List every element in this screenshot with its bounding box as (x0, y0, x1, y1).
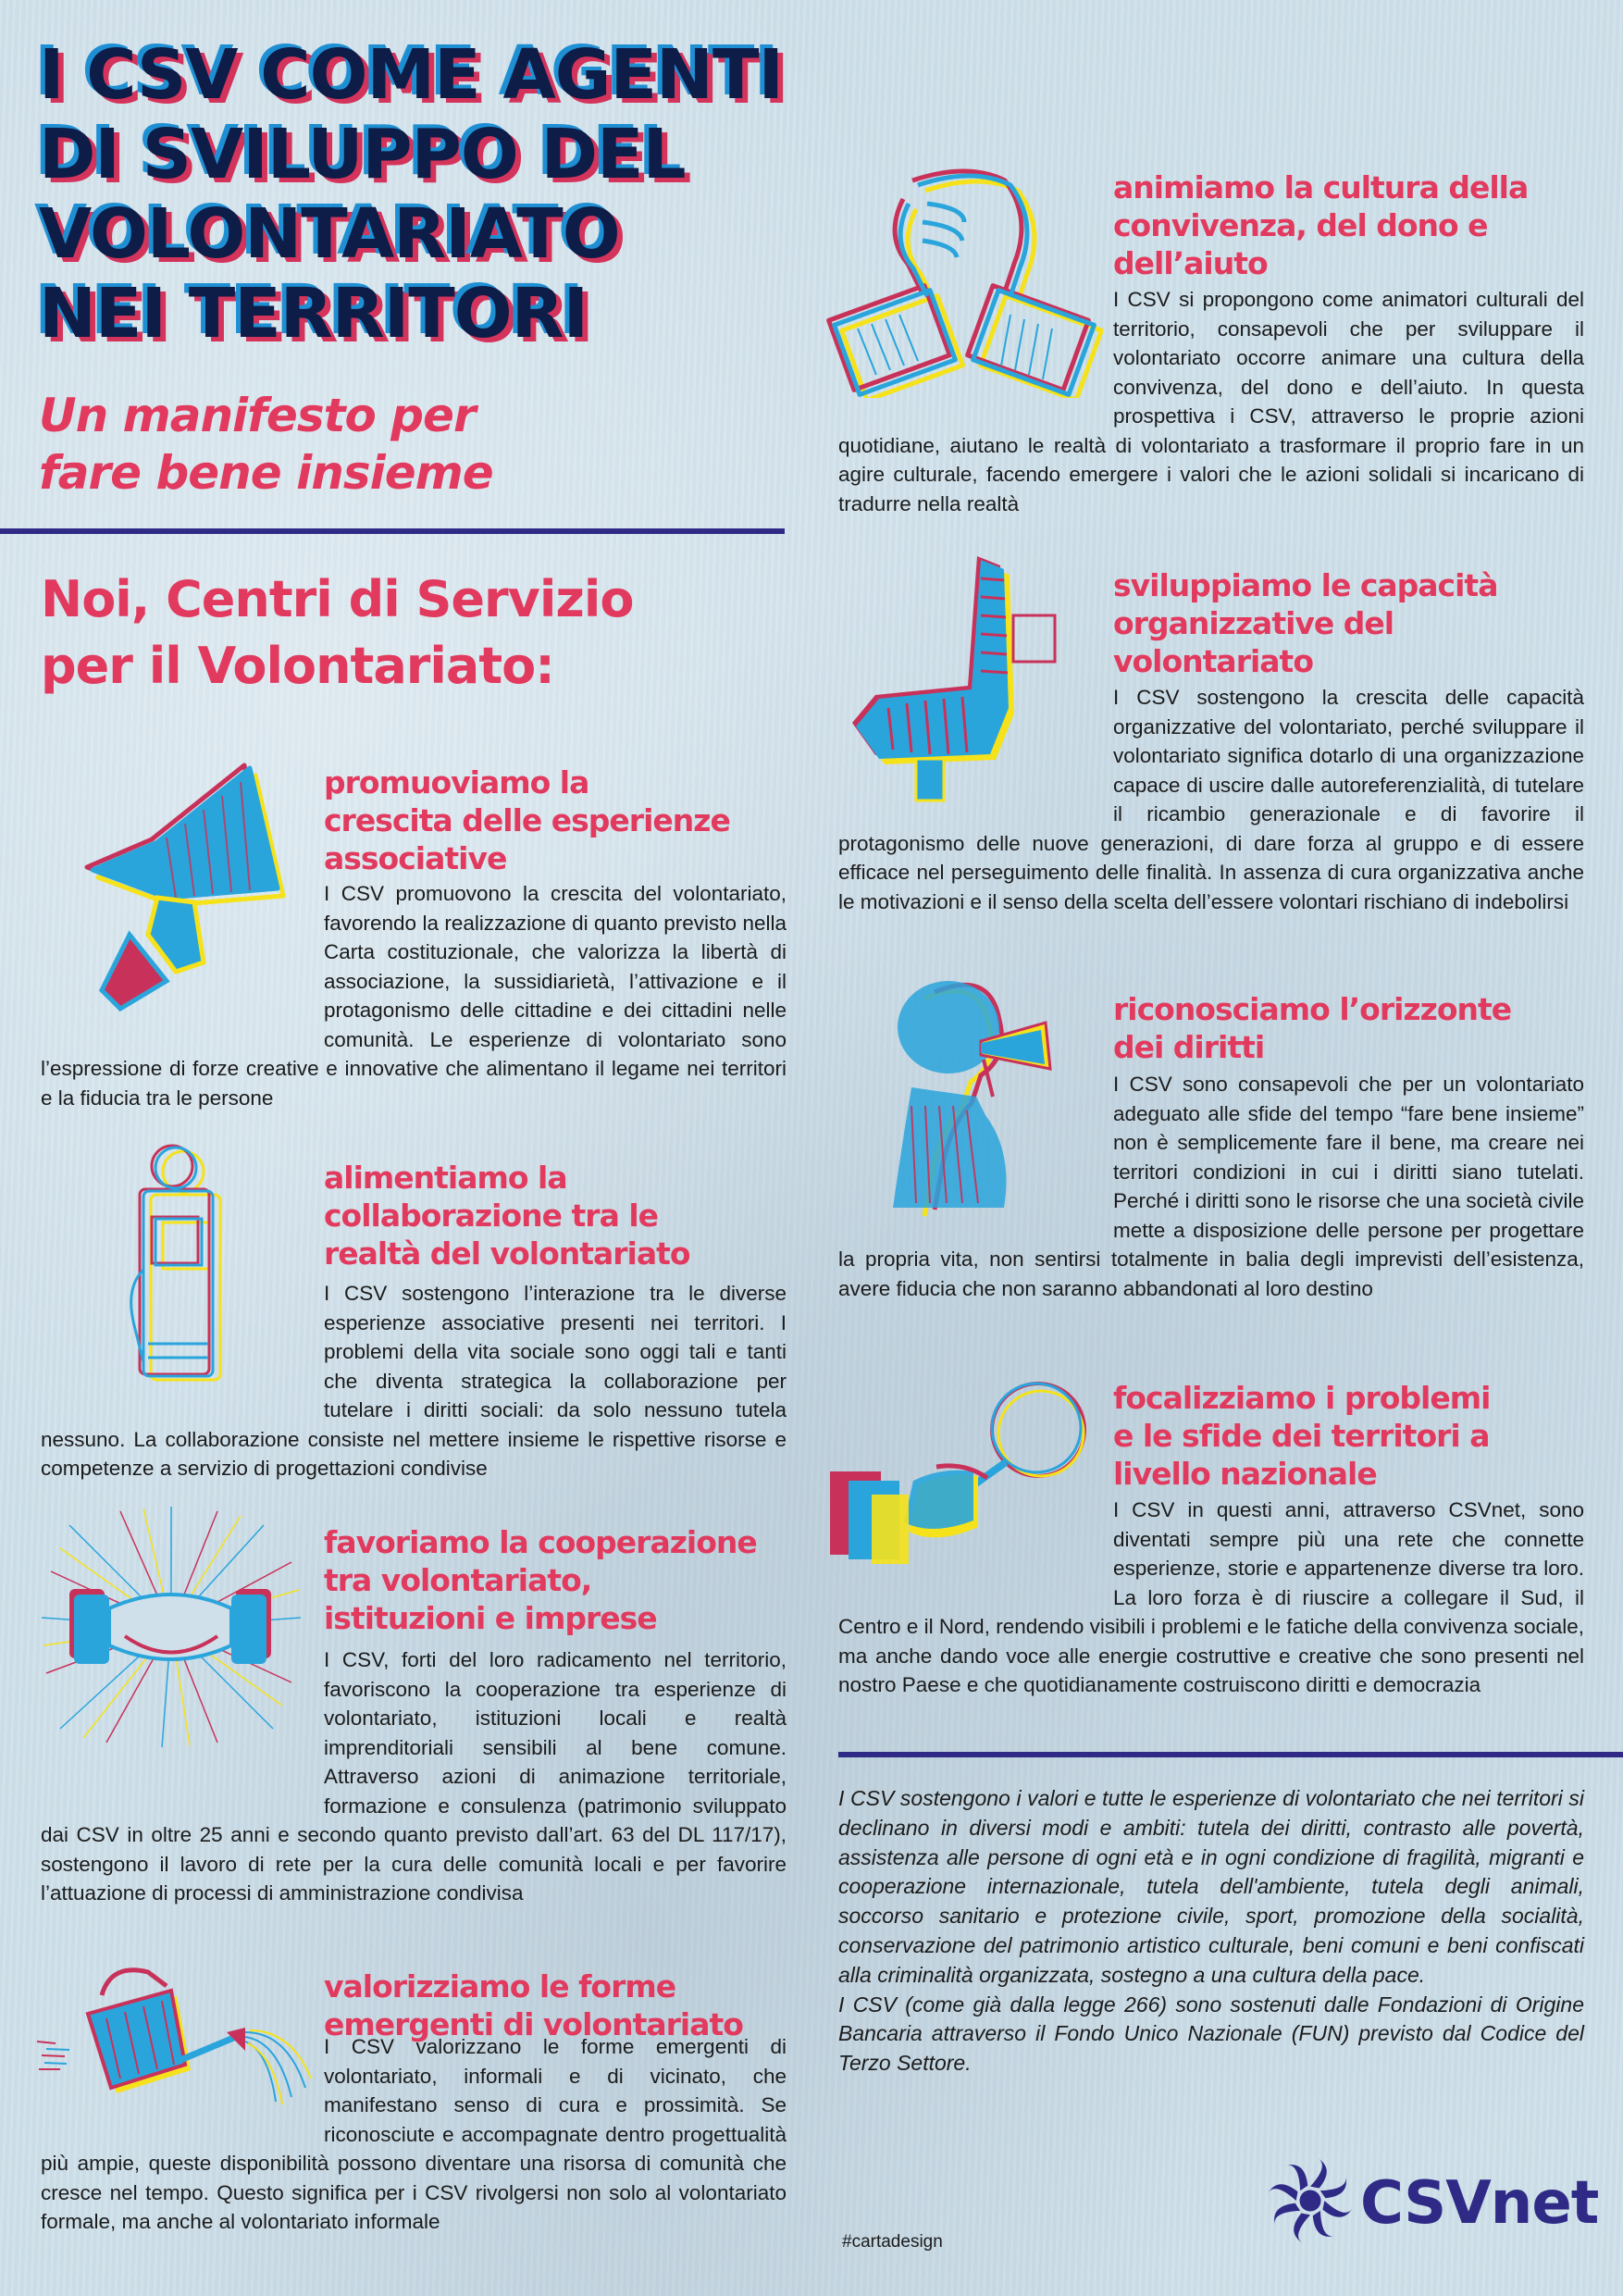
text-wrap-spacer (838, 285, 1113, 430)
section-body: I CSV si propongono come animatori culturali del territorio, consapevoli che per sviluppare il volontariato occorre animare una cultura della convivenza, del dono e dell’aiuto. In questa prospettiva i CSV, attraverso le proprie azioni quotidiane, aiutano le realtà di volontariato a trasformare il proprio fare in un agire culturale, facendo emergere i valori che le azioni solidali si incaricano di tradurre nella realtà (838, 288, 1584, 515)
heading-line: valorizziamo le forme (324, 1968, 676, 2004)
title-line: DI SVILUPPO DEL (39, 115, 686, 194)
section-heading (324, 1159, 690, 1272)
closing-statement (838, 1784, 1584, 2079)
heading-line: riconosciamo l’orizzonte (1113, 991, 1512, 1027)
section-body-wrap (838, 1496, 1584, 1700)
section-promuoviamo (0, 740, 787, 1129)
section-animiamo (824, 157, 1623, 527)
section-alimentiamo (0, 1140, 787, 1492)
heading-line: alimentiamo la (324, 1160, 567, 1196)
closing-divider (838, 1752, 1623, 1757)
heading-line: focalizziamo i problemi (1113, 1380, 1491, 1416)
heading-line: favoriamo la cooperazione (324, 1524, 757, 1560)
section-body-wrap (41, 1645, 787, 1908)
title-line: NEI TERRITORI (39, 274, 588, 354)
section-heading (324, 1523, 757, 1637)
text-wrap-spacer (41, 2032, 324, 2149)
heading-line: dell’aiuto (1113, 245, 1268, 281)
intro-line: Noi, Centri di Servizio (41, 570, 634, 628)
section-heading (1113, 566, 1497, 680)
heading-line: livello nazionale (1113, 1456, 1377, 1492)
text-wrap-spacer (41, 1645, 324, 1820)
section-favoriamo (0, 1507, 787, 1914)
csvnet-logo (1266, 2156, 1598, 2250)
heading-line: tra volontariato, (324, 1562, 592, 1598)
heading-line: e le sfide dei territori a (1113, 1418, 1490, 1454)
page-subtitle (39, 387, 493, 502)
section-body: I CSV sostengono l’interazione tra le diverse esperienze associative presenti nei territori. I problemi della vita sociale sono oggi tali e tanti che diventa strategica la collaborazione per tutelare i diritti sociali: da solo nessuno tutela nessuno. La collaborazione consiste nel mettere insieme le rispettive risorse e competenze a servizio di progettazioni condivise (41, 1282, 787, 1480)
heading-line: promuoviamo la (324, 764, 589, 800)
text-wrap-spacer (838, 683, 1113, 828)
section-valorizziamo (0, 1949, 787, 2245)
heading-line: collaborazione tra le (324, 1198, 659, 1234)
text-wrap-spacer (838, 1496, 1113, 1612)
section-body: I CSV in questi anni, attraverso CSVnet, sono diventati sempre più una rete che connette esperienze, storie e appartenenze diverse tra loro. La loro forza è di riuscire a collegare il Sud, il Centro e il Nord, rendendo visibili i problemi e le fatiche della convivenza sociale, ma anche dando voce alle energie costruttive e creative che sono presenti nel nostro Paese e che quotidianamente costruiscono diritti e democrazia (838, 1498, 1584, 1696)
heading-line: crescita delle esperienze (324, 802, 730, 838)
text-wrap-spacer (41, 879, 324, 1054)
heading-line: convivenza, del dono e (1113, 207, 1488, 243)
subtitle-line: Un manifesto per (39, 389, 476, 442)
section-body-wrap (838, 683, 1584, 916)
section-body-wrap (41, 879, 787, 1112)
heading-line: associative (324, 840, 507, 876)
section-body-wrap (41, 1279, 787, 1483)
title-line: VOLONTARIATO (39, 194, 620, 274)
header-divider (0, 528, 785, 534)
section-heading (1113, 168, 1528, 282)
heading-line: animiamo la cultura della (1113, 169, 1529, 205)
text-wrap-spacer (838, 1070, 1113, 1245)
text-wrap-spacer (41, 1279, 324, 1424)
heading-line: dei diritti (1113, 1029, 1265, 1065)
section-body: I CSV promuovono la crescita del volontariato, favorendo la realizzazione di quanto previsto nella Carta costituzionale, che valorizza la libertà di associazione, la sussidiarietà, l’attivazione e il protagonismo delle cittadine e dei cittadini nelle comunità. Le esperienze di volontariato sono l’espressione di forze creative e innovative che alimentano il legame nei territori e la fiducia tra le persone (41, 882, 787, 1110)
intro-line: per il Volontariato: (41, 637, 554, 695)
hashtag-label: #cartadesign (842, 2232, 943, 2252)
section-sviluppiamo (824, 546, 1623, 953)
page-title (39, 35, 783, 354)
title-line: I CSV COME AGENTI (39, 35, 783, 115)
section-body: I CSV, forti del loro radicamento nel territorio, favoriscono la cooperazione tra esperienze di volontariato, istituzioni locali e realtà imprenditoriali sensibili al bene comune. Attraverso azioni di animazione territoriale, formazione e consulenza (patrimonio sviluppato dai CSV in oltre 25 anni e secondo quanto previsto dall’art. 63 del DL 117/17), sostengono il lavoro di rete per la cura delle comunità locali e per favorire l’attuazione di processi di amministrazione condivisa (41, 1648, 787, 1905)
closing-paragraph: I CSV (come già dalla legge 266) sono sostenuti dalle Fondazioni di Origine Bancaria attraverso il Fondo Unico Nazionale (FUN) previsto dal Codice del Terzo Settore. (838, 1992, 1584, 2076)
section-body: I CSV valorizzano le forme emergenti di volontariato, informali e di vicinato, che manifestano senso di cura e prossimità. Se riconosciute e accompagnate dentro progettualità più ampie, queste disponibilità possono diventare una risorsa di comunità che cresce nel tempo. Questo significa per i CSV rivolgersi non solo al volontariato formale, ma anche al volontariato informale (41, 2035, 787, 2233)
heading-line: organizzative del (1113, 605, 1394, 641)
heading-line: volontariato (1113, 643, 1314, 679)
subtitle-line: fare bene insieme (39, 446, 493, 500)
closing-paragraph: I CSV sostengono i valori e tutte le esperienze di volontariato che nei territori si declinano in diversi modi e ambiti: tutela dei diritti, contrasto alle povertà, assistenza alle persone di ogni età e in ogni condizione di fragilità, migranti e cooperazione internazionale, tutela dell'ambiente, tutela degli animali, soccorso sanitario e protezione civile, sport, promozione della socialità, conservazione del patrimonio artistico culturale, beni comuni e beni confiscati alla criminalità organizzata, sostegno a una cultura della pace. (838, 1786, 1584, 1987)
csvnet-swirl-icon (1266, 2156, 1355, 2250)
section-focalizziamo (824, 1360, 1623, 1740)
section-body-wrap (838, 1070, 1584, 1303)
intro-heading (41, 566, 633, 700)
section-body-wrap (41, 2032, 787, 2237)
heading-line: emergenti di volontariato (324, 2006, 743, 2042)
heading-line: istituzioni e imprese (324, 1600, 657, 1636)
section-body: I CSV sostengono la crescita delle capacità organizzative del volontariato, perché sviluppare il volontariato significa dotarlo di una organizzazione capace di uscire dalle autoreferenzialità, di tutelare il ricambio generazionale e di favorire il protagonismo delle nuove generazioni, di dare forza al gruppo e di essere efficace nel perseguimento delle finalità. In assenza di cura organizzativa anche le motivazioni e il senso della scelta dell’essere volontari rischiano di indebolirsi (838, 686, 1584, 913)
section-heading (324, 763, 730, 877)
section-heading (1113, 990, 1511, 1066)
heading-line: sviluppiamo le capacità (1113, 567, 1498, 603)
section-heading (1113, 1379, 1490, 1493)
section-body: I CSV sono consapevoli che per un volontariato adeguato alle sfide del tempo “fare bene insieme” non è semplicemente fare il bene, ma creare nei territori condizioni in cui i diritti siano tutelati. Perché i diritti sono le risorse che una società civile mette a disposizione delle persone per progettare la propria vita, non sentirsi totalmente in balia degli imprevisti dell’esistenza, avere fiducia che non saranno abbandonati al loro destino (838, 1073, 1584, 1300)
section-body-wrap (838, 285, 1584, 518)
csvnet-wordmark: CSVnet (1360, 2168, 1599, 2238)
section-riconosciamo (824, 972, 1623, 1342)
heading-line: realtà del volontariato (324, 1235, 690, 1272)
